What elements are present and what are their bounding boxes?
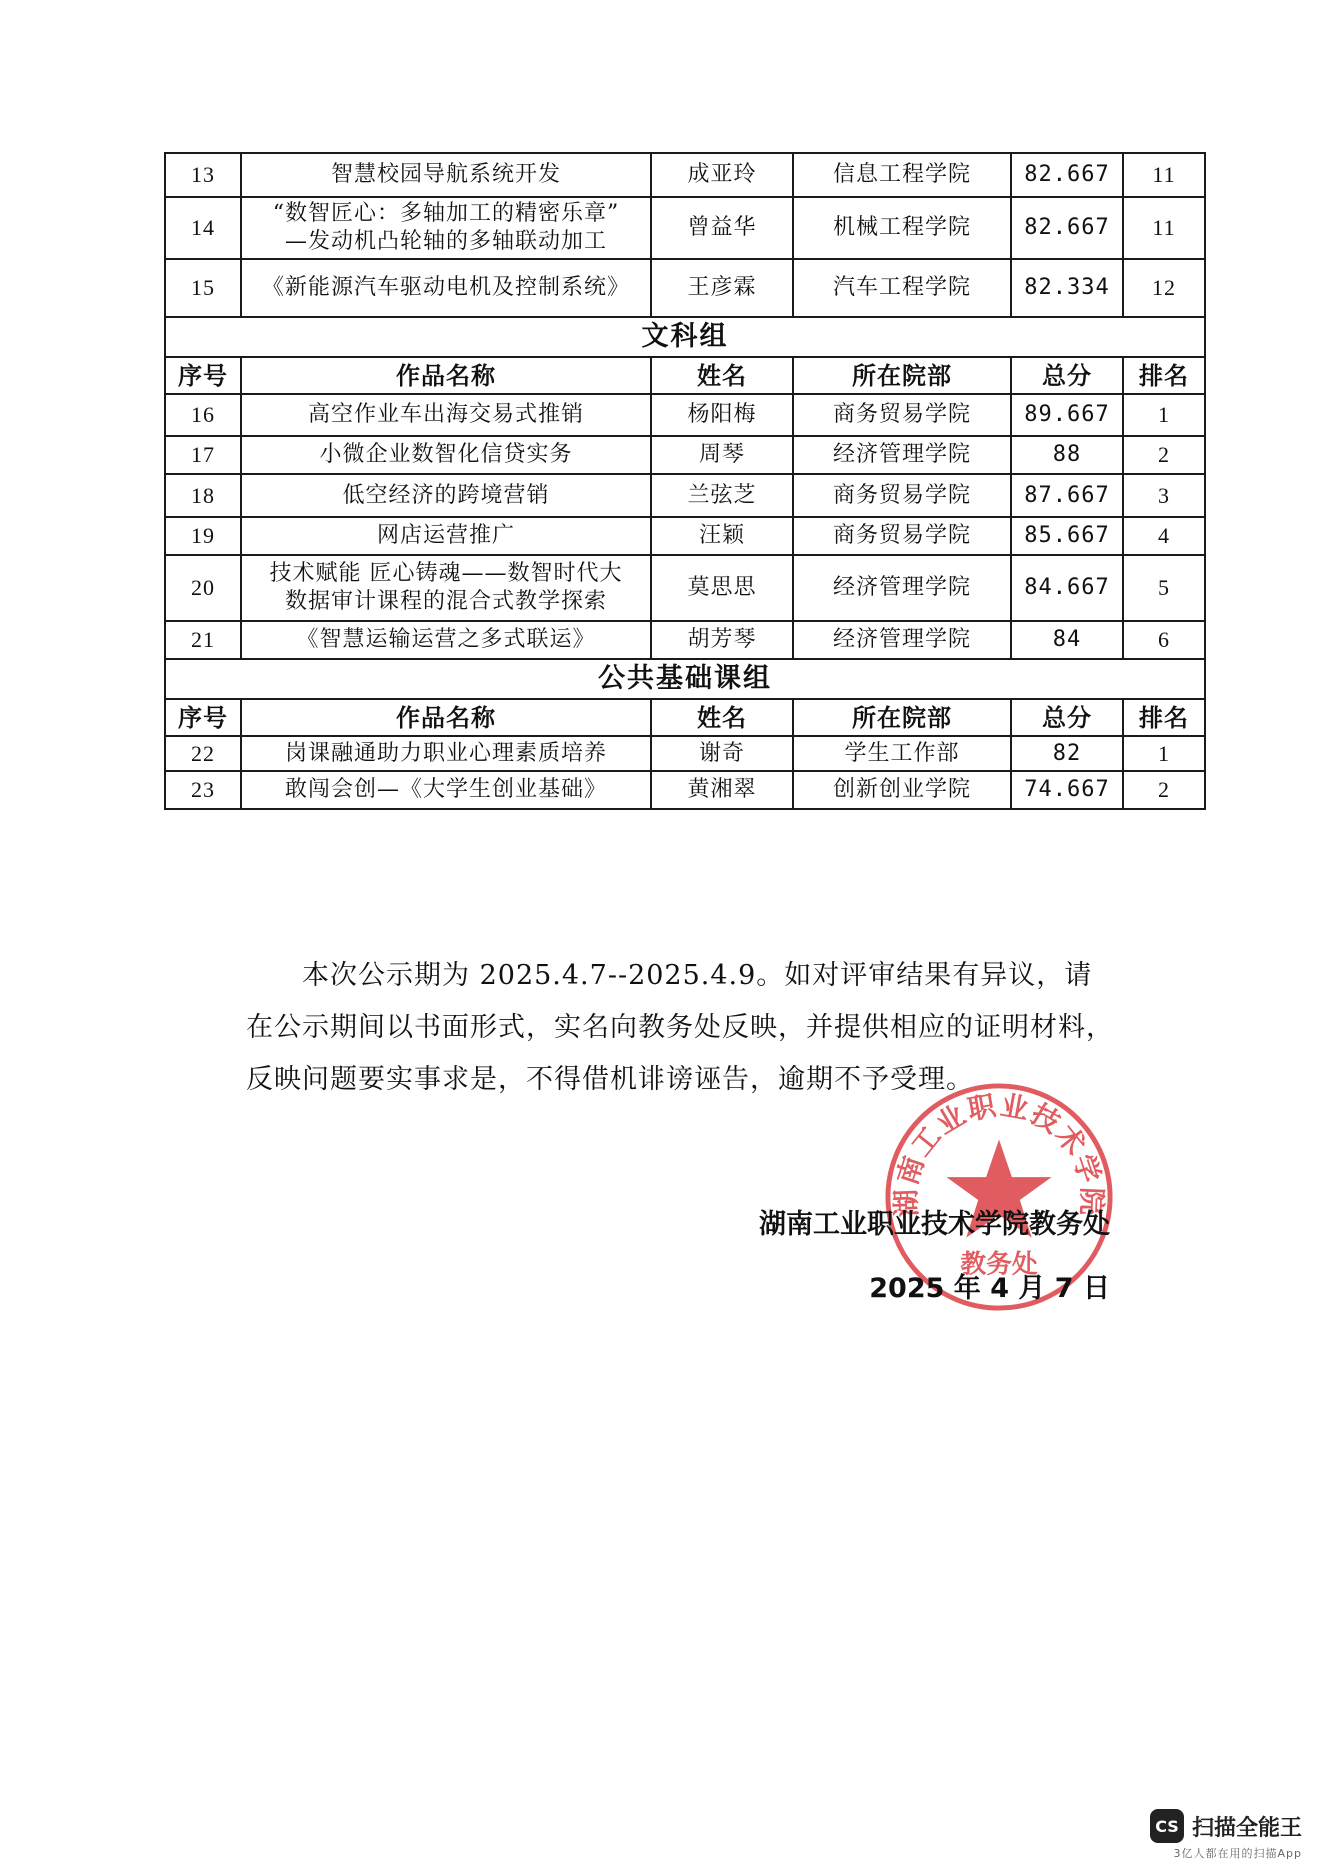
- title-line: 低空经济的跨境营销: [342, 482, 550, 508]
- group-title: 文科组: [165, 317, 1205, 357]
- title-line: 小微企业数智化信贷实务: [319, 442, 573, 467]
- cell-title: [241, 736, 651, 771]
- column-header: 姓名: [651, 357, 793, 394]
- table-row: [165, 394, 1205, 436]
- group-title-row: [165, 317, 1205, 357]
- cell-name: 杨阳梅: [651, 394, 793, 436]
- cell-title: [241, 197, 651, 259]
- cell-dept: 学生工作部: [793, 736, 1011, 771]
- title-line: 智慧校园导航系统开发: [330, 162, 561, 187]
- table-row: [165, 474, 1205, 517]
- cell-title: [241, 555, 651, 621]
- signature-block: [759, 1193, 1110, 1321]
- cell-score: 84.667: [1011, 555, 1123, 621]
- title-line: 《新能源汽车驱动电机及控制系统》: [261, 275, 630, 300]
- signature-org: 湖南工业职业技术学院教务处: [759, 1209, 1110, 1240]
- cell-dept: 经济管理学院: [793, 621, 1011, 659]
- title-line: —发动机凸轮轴的多轴联动加工: [284, 229, 607, 254]
- cell-name: 黄湘翠: [651, 771, 793, 809]
- cell-title: [241, 259, 651, 317]
- cell-rank: 2: [1123, 771, 1205, 809]
- watermark-app-name: 扫描全能王: [1191, 1815, 1302, 1841]
- column-header: 序号: [165, 699, 241, 736]
- column-header: 作品名称: [241, 699, 651, 736]
- column-header: 排名: [1123, 699, 1205, 736]
- cell-score: 82: [1011, 736, 1123, 771]
- cell-score: 82.667: [1011, 153, 1123, 197]
- cell-name: 胡芳琴: [651, 621, 793, 659]
- cell-no: 20: [165, 555, 241, 621]
- cell-no: 13: [165, 153, 241, 197]
- cell-dept: 汽车工程学院: [793, 259, 1011, 317]
- cell-dept: 经济管理学院: [793, 436, 1011, 474]
- table-row: [165, 621, 1205, 659]
- seal-ring-text: 湖南工业职业技术学院: [889, 1088, 1109, 1218]
- notice-line-3: 反映问题要实事求是，不得借机诽谤诬告，逾期不予受理。: [246, 1064, 974, 1095]
- cell-title: [241, 771, 651, 809]
- cell-score: 84: [1011, 621, 1123, 659]
- cell-no: 19: [165, 517, 241, 555]
- cell-score: 85.667: [1011, 517, 1123, 555]
- notice-line-1: 本次公示期为 2025.4.7--2025.4.9。如对评审结果有异议，请: [302, 960, 1093, 991]
- cell-name: 谢奇: [651, 736, 793, 771]
- title-line: 岗课融通助力职业心理素质培养: [284, 740, 607, 766]
- cell-score: 89.667: [1011, 394, 1123, 436]
- cell-rank: 6: [1123, 621, 1205, 659]
- cell-rank: 12: [1123, 259, 1205, 317]
- cell-rank: 3: [1123, 474, 1205, 517]
- cell-rank: 11: [1123, 153, 1205, 197]
- column-header: 姓名: [651, 699, 793, 736]
- cell-no: 21: [165, 621, 241, 659]
- cell-title: [241, 474, 651, 517]
- cell-rank: 1: [1123, 394, 1205, 436]
- cell-no: 23: [165, 771, 241, 809]
- scanner-watermark: [1150, 1809, 1302, 1861]
- cell-name: 兰弦芝: [651, 474, 793, 517]
- cell-no: 22: [165, 736, 241, 771]
- table-row: [165, 517, 1205, 555]
- camscanner-logo-icon: CS: [1150, 1809, 1184, 1843]
- cell-name: 莫思思: [651, 555, 793, 621]
- cell-dept: 经济管理学院: [793, 555, 1011, 621]
- cell-score: 87.667: [1011, 474, 1123, 517]
- table-row: [165, 259, 1205, 317]
- cell-title: [241, 394, 651, 436]
- cell-score: 74.667: [1011, 771, 1123, 809]
- cell-dept: 商务贸易学院: [793, 474, 1011, 517]
- cell-rank: 11: [1123, 197, 1205, 259]
- cell-dept: 机械工程学院: [793, 197, 1011, 259]
- signature-date: 2025 年 4 月 7 日: [869, 1273, 1110, 1304]
- title-line: 高空作业车出海交易式推销: [307, 402, 584, 427]
- group-title: 公共基础课组: [165, 659, 1205, 699]
- title-line: 《智慧运输运营之多式联运》: [296, 627, 596, 652]
- cell-name: 周琴: [651, 436, 793, 474]
- header-row: [165, 357, 1205, 394]
- cell-no: 17: [165, 436, 241, 474]
- cell-name: 王彦霖: [651, 259, 793, 317]
- cell-dept: 信息工程学院: [793, 153, 1011, 197]
- column-header: 排名: [1123, 357, 1205, 394]
- column-header: 总分: [1011, 357, 1123, 394]
- title-line: 敢闯会创—《大学生创业基础》: [284, 777, 607, 802]
- cell-title: [241, 517, 651, 555]
- notice-line-2: 在公示期间以书面形式，实名向教务处反映，并提供相应的证明材料，: [246, 1012, 1114, 1043]
- cell-no: 18: [165, 474, 241, 517]
- title-line: 数据审计课程的混合式教学探索: [284, 589, 607, 614]
- table-row: [165, 555, 1205, 621]
- group-title-row: [165, 659, 1205, 699]
- table-row: [165, 436, 1205, 474]
- cell-title: [241, 621, 651, 659]
- watermark-slogan: 3亿人都在用的扫描App: [1173, 1847, 1302, 1860]
- cell-rank: 2: [1123, 436, 1205, 474]
- column-header: 作品名称: [241, 357, 651, 394]
- table-row: [165, 736, 1205, 771]
- cell-rank: 4: [1123, 517, 1205, 555]
- table-row: [165, 197, 1205, 259]
- cell-score: 82.667: [1011, 197, 1123, 259]
- cell-name: 曾益华: [651, 197, 793, 259]
- column-header: 序号: [165, 357, 241, 394]
- cell-name: 汪颖: [651, 517, 793, 555]
- cell-no: 15: [165, 259, 241, 317]
- cell-score: 82.334: [1011, 259, 1123, 317]
- header-row: [165, 699, 1205, 736]
- table-row: [165, 771, 1205, 809]
- cell-dept: 创新创业学院: [793, 771, 1011, 809]
- cell-dept: 商务贸易学院: [793, 517, 1011, 555]
- cell-rank: 5: [1123, 555, 1205, 621]
- column-header: 总分: [1011, 699, 1123, 736]
- cell-title: [241, 153, 651, 197]
- seal-center-text: 教务处: [960, 1249, 1038, 1280]
- cell-rank: 1: [1123, 736, 1205, 771]
- table-row: [165, 153, 1205, 197]
- score-table: [164, 152, 1206, 810]
- cell-title: [241, 436, 651, 474]
- cell-name: 成亚玲: [651, 153, 793, 197]
- cell-dept: 商务贸易学院: [793, 394, 1011, 436]
- cell-score: 88: [1011, 436, 1123, 474]
- title-line: 网店运营推广: [376, 523, 515, 548]
- cell-no: 14: [165, 197, 241, 259]
- title-line: 技术赋能 匠心铸魂——数智时代大: [269, 561, 623, 586]
- title-line: “数智匠心：多轴加工的精密乐章”: [272, 201, 620, 226]
- cell-no: 16: [165, 394, 241, 436]
- column-header: 所在院部: [793, 357, 1011, 394]
- column-header: 所在院部: [793, 699, 1011, 736]
